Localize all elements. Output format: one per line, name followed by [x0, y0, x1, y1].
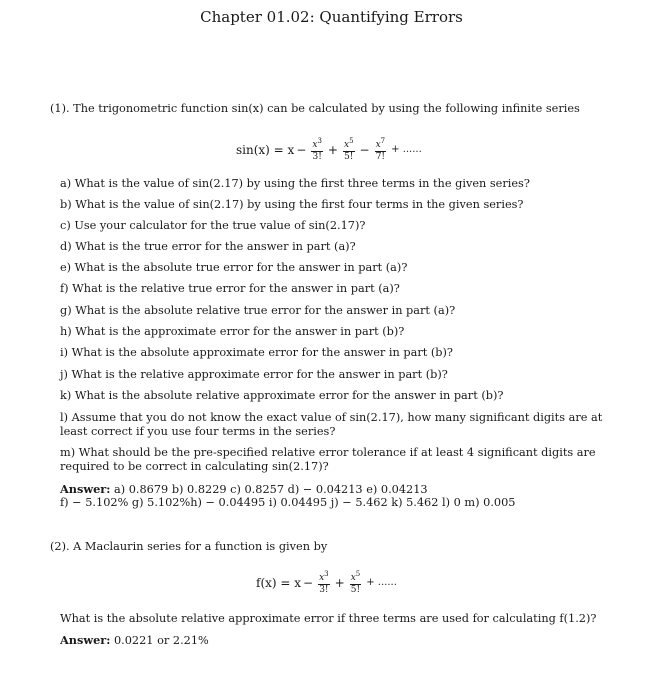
problem-1-intro: (1). The trigonometric function sin(x) can be calculated by using the following infinite series: [50, 102, 580, 115]
problem-1-answer-line-2: f) − 5.102% g) 5.102%h) − 0.04495 i) 0.04495 j) − 5.462 k) 5.462 l) 0 m) 0.005: [60, 496, 516, 509]
chapter-title: Chapter 01.02: Quantifying Errors: [200, 8, 463, 26]
answer-values: a) 0.8679 b) 0.8229 c) 0.8257 d) − 0.04213 e) 0.04213: [110, 483, 428, 496]
answer-values: 0.0221 or 2.21%: [110, 634, 209, 647]
question-g: g) What is the absolute relative true error for the answer in part (a)?: [60, 304, 456, 317]
question-k: k) What is the absolute relative approximate error for the answer in part (b)?: [60, 389, 504, 402]
sine-series-equation: [236, 136, 424, 163]
question-c: c) Use your calculator for the true value of sin(2.17)?: [60, 219, 366, 232]
equation-lhs: f(x) = x: [256, 575, 302, 590]
question-h: h) What is the approximate error for the answer in part (b)?: [60, 325, 405, 338]
equation-tail: + ......: [366, 577, 397, 588]
equation-operator: +: [327, 142, 338, 157]
fraction-term: $\frac{x^5}{5!}$: [350, 570, 361, 595]
question-l: l) Assume that you do not know the exact value of sin(2.17), how many significant digits are at least correct if you use four terms in the series?: [60, 411, 603, 438]
equation-operator: −: [359, 142, 370, 157]
equation-operator: −: [296, 142, 307, 157]
question-b: b) What is the value of sin(2.17) by using the first four terms in the given series?: [60, 198, 524, 211]
problem-2-intro: (2). A Maclaurin series for a function is given by: [50, 540, 328, 553]
fraction-term: $\frac{x^3}{3!}$: [312, 137, 322, 162]
fraction-term: $\frac{x^3}{3!}$: [319, 570, 329, 595]
fraction-term: $\frac{x^7}{7!}$: [375, 137, 386, 162]
question-a: a) What is the value of sin(2.17) by using the first three terms in the given series?: [60, 177, 530, 190]
question-j: j) What is the relative approximate error for the answer in part (b)?: [60, 368, 448, 381]
answer-label: Answer:: [60, 633, 111, 647]
equation-lhs: sin(x) = x: [236, 142, 295, 157]
fraction-term: $\frac{x^5}{5!}$: [343, 137, 354, 162]
equation-tail: + ......: [391, 144, 422, 155]
equation-operator: +: [334, 575, 345, 590]
problem-2-question: What is the absolute relative approximate error if three terms are used for calculating f(1.2)?: [60, 612, 597, 625]
answer-label: Answer:: [60, 482, 111, 496]
question-i: i) What is the absolute approximate error for the answer in part (b)?: [60, 346, 453, 359]
question-e: e) What is the absolute true error for the answer in part (a)?: [60, 261, 408, 274]
question-f: f) What is the relative true error for the answer in part (a)?: [60, 282, 400, 295]
problem-2-answer: [60, 633, 209, 648]
maclaurin-series-equation: [256, 569, 399, 596]
question-m: m) What should be the pre-specified relative error tolerance if at least 4 significant digits are required to be correct in calculating sin(2.17)?: [60, 446, 596, 473]
question-d: d) What is the true error for the answer in part (a)?: [60, 240, 356, 253]
problem-1-answer-line-1: [60, 482, 428, 497]
equation-operator: −: [303, 575, 314, 590]
